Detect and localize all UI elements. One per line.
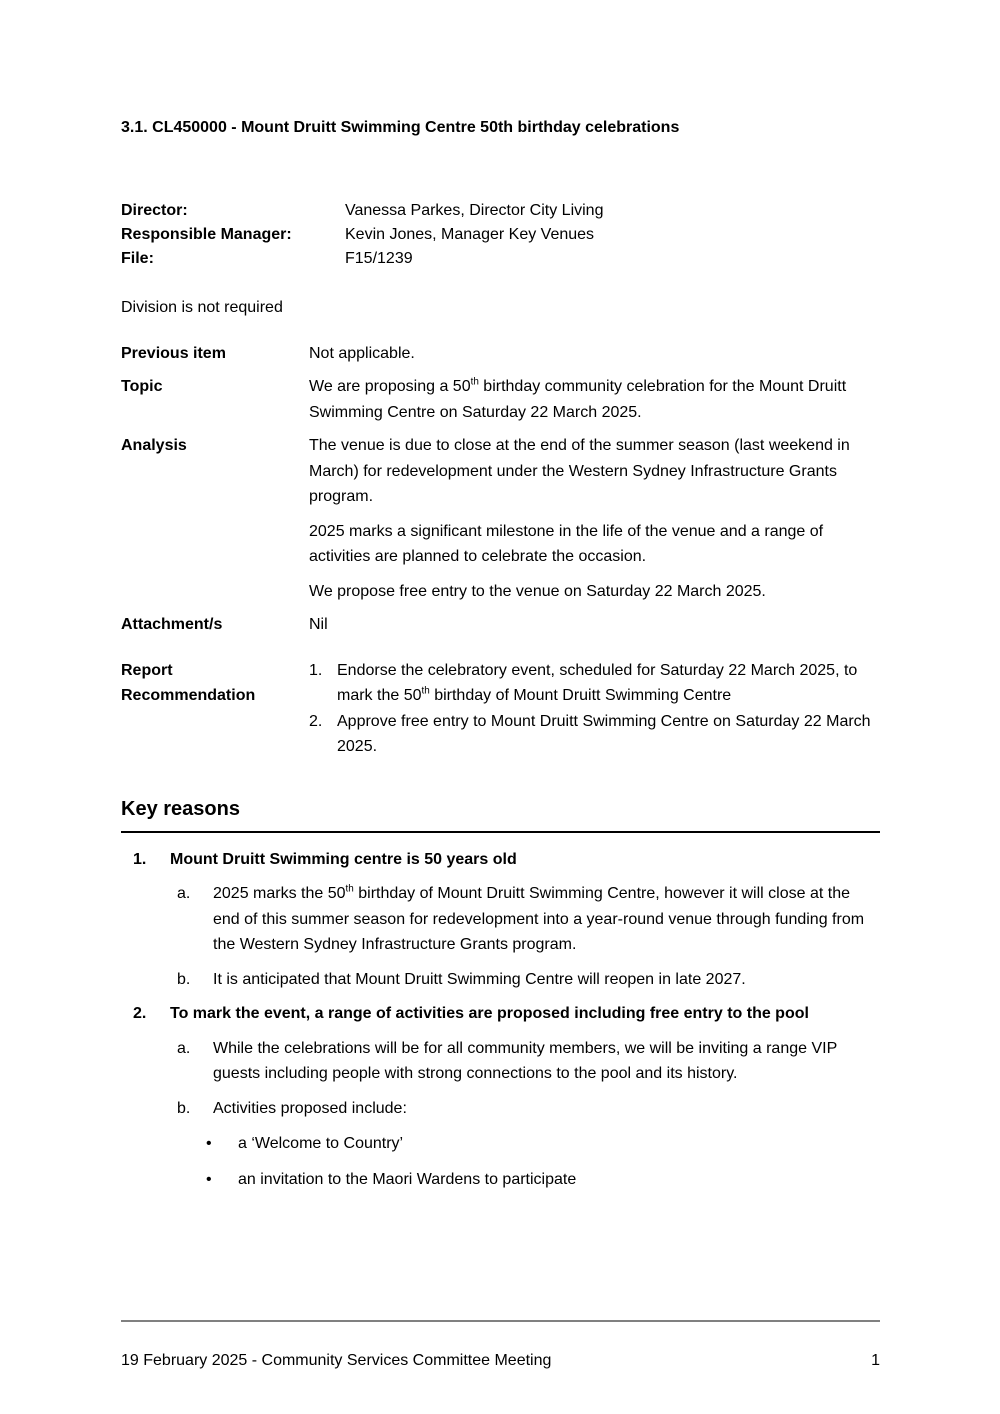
info-label: Responsible Manager: (121, 226, 292, 243)
key-reason-head (121, 1001, 880, 1027)
sub-text: It is anticipated that Mount Druitt Swimming Centre will reopen in late 2027. (213, 970, 746, 988)
info-value: Kevin Jones, Manager Key Venues (345, 226, 595, 243)
bullet-icon: • (206, 1135, 212, 1152)
key-reasons-heading: Key reasons (121, 797, 240, 820)
key-reasons-rule (121, 831, 880, 833)
sub-text: While the celebrations will be for all community members, we will be inviting a range VIP guests including people with strong connections to the pool and its history. (213, 1039, 837, 1082)
info-value: F15/1239 (345, 250, 413, 267)
key-reason-sub-item (121, 1036, 880, 1087)
footer-page-number: 1 (871, 1352, 880, 1369)
recommendation-item (309, 709, 880, 760)
footer-text: 19 February 2025 - Community Services Committee Meeting (121, 1352, 552, 1369)
bullet-icon: • (206, 1170, 212, 1188)
info-value: Vanessa Parkes, Director City Living (345, 202, 604, 219)
document-title: 3.1. CL450000 - Mount Druitt Swimming Centre 50th birthday celebrations (121, 119, 680, 136)
key-reason-item (121, 1001, 880, 1192)
bullet-list-item (121, 1131, 880, 1157)
info-label: Director: (121, 202, 188, 219)
summary-row-topic (121, 374, 880, 425)
key-reason-number: 2. (133, 1005, 147, 1022)
summary-row-recommendation (121, 658, 880, 760)
page-footer (121, 1320, 880, 1373)
key-reason-sub-item (121, 1096, 880, 1122)
division-note: Division is not required (121, 299, 283, 316)
row-label: Previous item (121, 344, 226, 362)
item-text: Endorse the celebratory event, scheduled for Saturday 22 March 2025, to mark the 50th birthday of Mount Druitt Swimming Centre (337, 661, 858, 704)
item-text: Approve free entry to Mount Druitt Swimming Centre on Saturday 22 March 2025. (337, 712, 871, 755)
info-row-responsible-manager (121, 223, 880, 247)
analysis-paragraph: 2025 marks a significant milestone in the life of the venue and a range of activities are planned to celebrate the occasion. (309, 522, 824, 565)
sub-text: Activities proposed include: (213, 1099, 407, 1117)
key-reason-head (121, 847, 880, 873)
item-number: 2. (309, 712, 323, 730)
key-reason-number: 1. (133, 850, 147, 868)
sub-letter: b. (177, 970, 191, 988)
key-reasons-section (121, 796, 880, 1193)
info-table (121, 199, 880, 271)
analysis-paragraph: We propose free entry to the venue on Saturday 22 March 2025. (309, 582, 766, 600)
recommendation-list (309, 658, 880, 760)
key-reason-title: Mount Druitt Swimming centre is 50 years old (170, 850, 517, 868)
key-reason-item (121, 847, 880, 993)
summary-row-attachments (121, 612, 880, 638)
bullet-text: an invitation to the Maori Wardens to participate (238, 1170, 577, 1188)
summary-row-analysis (121, 433, 880, 604)
info-row-file (121, 247, 880, 271)
item-number: 1. (309, 661, 323, 679)
bullet-list-item (121, 1167, 880, 1193)
sub-letter: a. (177, 1039, 191, 1057)
row-value: Not applicable. (309, 344, 415, 362)
info-row-director (121, 199, 880, 223)
key-reason-title: To mark the event, a range of activities are proposed including free entry to the pool (170, 1005, 809, 1022)
bullet-text: a ‘Welcome to Country’ (238, 1135, 404, 1152)
row-value: Nil (309, 616, 328, 633)
summary-table (121, 341, 880, 760)
row-label: Topic (121, 378, 163, 395)
key-reason-sub-item (121, 967, 880, 993)
analysis-paragraph: The venue is due to close at the end of the summer season (last weekend in March) for redevelopment under the Western Sydney Infrastructure Grants program. (309, 437, 850, 505)
summary-row-previous-item (121, 341, 880, 367)
footer-row (121, 1348, 880, 1373)
footer-rule (121, 1320, 880, 1322)
key-reason-sub-item (121, 881, 880, 958)
row-label: Report Recommendation (121, 661, 256, 704)
sub-text: 2025 marks the 50th birthday of Mount Druitt Swimming Centre, however it will close at the end of this summer season for redevelopment into a year-round venue through funding from the Western Sydney Infrastructure Grants program. (213, 883, 865, 953)
row-value: We are proposing a 50th birthday community celebration for the Mount Druitt Swimming Centre on Saturday 22 March 2025. (309, 376, 847, 421)
row-label: Attachment/s (121, 616, 223, 633)
row-label: Analysis (121, 437, 187, 454)
sub-letter: a. (177, 885, 191, 902)
info-label: File: (121, 250, 154, 267)
sub-letter: b. (177, 1099, 191, 1117)
recommendation-item (309, 658, 880, 709)
row-value (309, 433, 880, 604)
